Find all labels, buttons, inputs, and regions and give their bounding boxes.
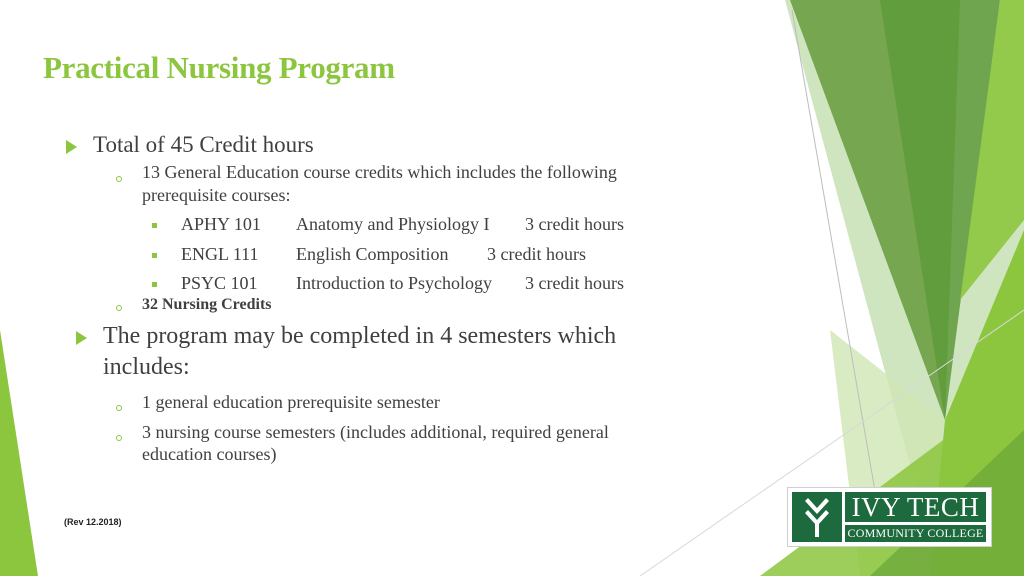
nursing-credits: 32 Nursing Credits: [142, 296, 272, 313]
course-name: English Composition: [296, 244, 449, 264]
course-credits: 3 credit hours: [525, 214, 624, 234]
bullet-total-credits: Total of 45 Credit hours: [93, 132, 314, 157]
gen-ed-line1: 13 General Education course credits which includes the following: [142, 162, 617, 182]
course-credits: 3 credit hours: [487, 244, 586, 264]
gen-ed-line2: prerequisite courses:: [142, 185, 291, 205]
semester-item: 3 nursing course semesters (includes additional, required general: [142, 422, 609, 442]
semester-item: 1 general education prerequisite semester: [142, 392, 440, 412]
program-semesters-line2: includes:: [103, 354, 190, 380]
circle-bullet-icon: [116, 405, 122, 411]
arrow-bullet-icon: [76, 331, 87, 345]
course-name: Anatomy and Physiology I: [296, 214, 490, 234]
course-code: ENGL 111: [181, 244, 259, 264]
square-bullet-icon: [152, 223, 157, 228]
circle-bullet-icon: [116, 305, 122, 311]
program-semesters-line1: The program may be completed in 4 semesters which: [103, 323, 617, 349]
logo-subtitle: COMMUNITY COLLEGE: [845, 525, 986, 542]
square-bullet-icon: [152, 253, 157, 258]
course-code: APHY 101: [181, 214, 261, 234]
semester-item-continued: education courses): [142, 444, 277, 464]
revision-note: (Rev 12.2018): [64, 517, 122, 527]
course-name: Introduction to Psychology: [296, 273, 492, 293]
page-title: Practical Nursing Program: [43, 50, 395, 85]
ivy-leaf-icon: [792, 492, 842, 542]
course-code: PSYC 101: [181, 273, 258, 293]
square-bullet-icon: [152, 282, 157, 287]
logo-wordmark: IVY TECH: [845, 492, 986, 522]
course-credits: 3 credit hours: [525, 273, 624, 293]
circle-bullet-icon: [116, 435, 122, 441]
circle-bullet-icon: [116, 176, 122, 182]
ivy-tech-logo: [787, 487, 992, 547]
arrow-bullet-icon: [66, 140, 77, 154]
